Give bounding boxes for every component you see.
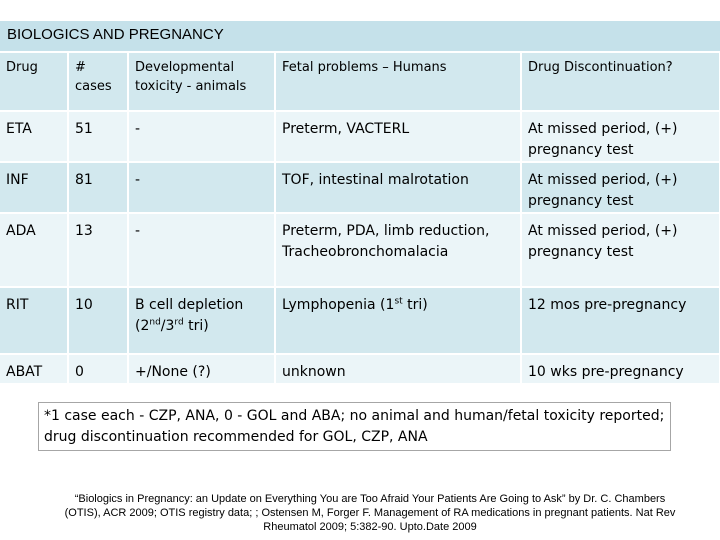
cell-humans: TOF, intestinal malrotation xyxy=(275,162,521,213)
biologics-table xyxy=(0,53,720,385)
cell-humans xyxy=(275,287,521,354)
cell-discontinuation: 12 mos pre-pregnancy xyxy=(521,287,720,354)
cell-drug: INF xyxy=(0,162,68,213)
table-header-row xyxy=(0,53,720,111)
header-animals: Developmental toxicity - animals xyxy=(128,53,275,111)
cell-animals: - xyxy=(128,213,275,287)
superscript: st xyxy=(394,296,403,307)
text-segment: B cell depletion (2 xyxy=(135,297,244,334)
cell-animals xyxy=(128,287,275,354)
table-row xyxy=(0,162,720,213)
slide-title: BIOLOGICS AND PREGNANCY xyxy=(7,26,224,43)
text-segment: /3 xyxy=(160,318,175,334)
cell-drug: ETA xyxy=(0,111,68,162)
cell-drug: ADA xyxy=(0,213,68,287)
text-segment: Lymphopenia (1 xyxy=(282,297,395,313)
cell-humans: Preterm, PDA, limb reduction, Tracheobronchomalacia xyxy=(275,213,521,287)
footnote-box: *1 case each - CZP, ANA, 0 - GOL and ABA; no animal and human/fetal toxicity reported; drug discontinuation recommended for GOL, CZP, ANA xyxy=(38,402,671,451)
cell-animals: - xyxy=(128,162,275,213)
cell-discontinuation: At missed period, (+) pregnancy test xyxy=(521,162,720,213)
cell-cases: 0 xyxy=(68,354,128,384)
cell-discontinuation: At missed period, (+) pregnancy test xyxy=(521,213,720,287)
table-row xyxy=(0,354,720,384)
cell-animals: +/None (?) xyxy=(128,354,275,384)
header-cases: # cases xyxy=(68,53,128,111)
cell-cases: 51 xyxy=(68,111,128,162)
cell-discontinuation: At missed period, (+) pregnancy test xyxy=(521,111,720,162)
table-row xyxy=(0,287,720,354)
cell-cases: 10 xyxy=(68,287,128,354)
cell-drug: ABAT xyxy=(0,354,68,384)
text-segment: tri) xyxy=(402,297,428,313)
reference-citation: “Biologics in Pregnancy: an Update on Everything You are Too Afraid Your Patients Are Going to Ask” by Dr. C. Chambers (OTIS), ACR 2009; OTIS registry data; ; Ostensen M, Forger F. Management of RA medications in pregnant patients. Nat Rev Rheumatol 2009; 5:382-90. Upto.Date 2009 xyxy=(64,493,676,533)
cell-humans: unknown xyxy=(275,354,521,384)
cell-cases: 81 xyxy=(68,162,128,213)
title-bar xyxy=(0,21,720,51)
text-segment: tri) xyxy=(183,318,209,334)
cell-humans: Preterm, VACTERL xyxy=(275,111,521,162)
table-row xyxy=(0,213,720,287)
cell-drug: RIT xyxy=(0,287,68,354)
cell-cases: 13 xyxy=(68,213,128,287)
superscript: rd xyxy=(174,317,184,328)
cell-animals: - xyxy=(128,111,275,162)
table-row xyxy=(0,111,720,162)
superscript: nd xyxy=(149,317,161,328)
header-drug: Drug xyxy=(0,53,68,111)
cell-discontinuation: 10 wks pre-pregnancy xyxy=(521,354,720,384)
header-humans: Fetal problems – Humans xyxy=(275,53,521,111)
header-discontinuation: Drug Discontinuation? xyxy=(521,53,720,111)
